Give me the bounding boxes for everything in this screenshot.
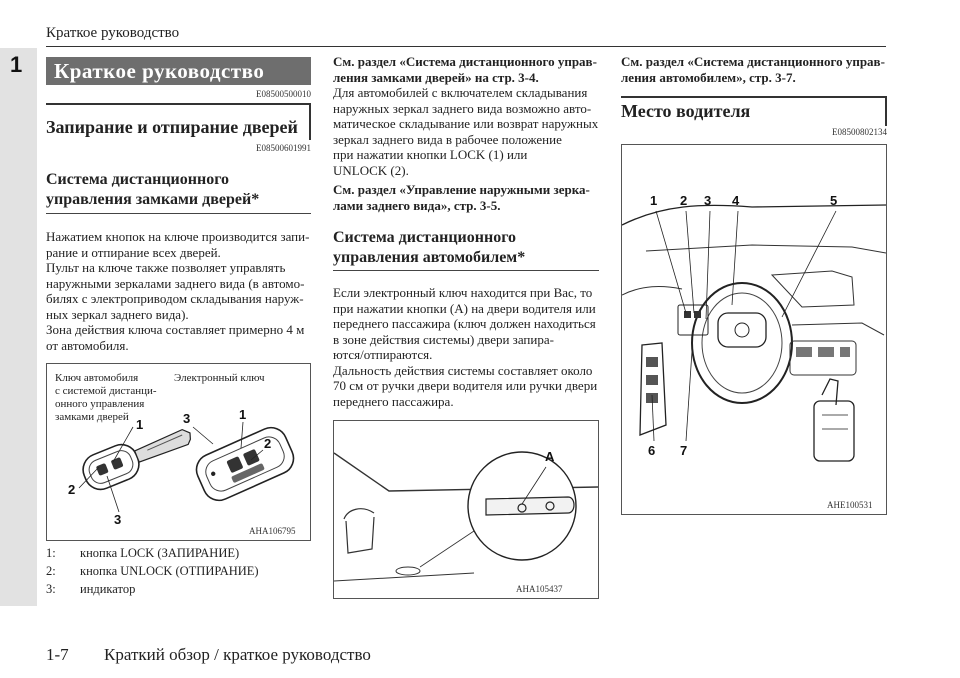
running-header: Краткое руководство <box>46 25 180 41</box>
legend-item: 1: кнопка LOCK (ЗАПИРАНИЕ) <box>46 546 240 560</box>
text-line: от автомобиля. <box>46 337 129 353</box>
subsection-title-line1: Система дистанционного <box>46 171 230 188</box>
door-handle-figure <box>333 420 599 599</box>
legend-item: 2: кнопка UNLOCK (ОТПИРАНИЕ) <box>46 564 259 578</box>
subsection-title-line1: Система дистанционного <box>333 229 517 246</box>
section-rule-top <box>46 103 311 105</box>
keys-illustration <box>47 364 310 540</box>
section-title: Место водителя <box>621 101 751 121</box>
reference-remote-locking: См. раздел «Система дистанционного управ- ления замками дверей» на стр. 3-4. <box>333 54 597 85</box>
section-rule-top <box>621 96 887 98</box>
callout-1: 1 <box>650 193 658 208</box>
subsection-code: E08500601991 <box>256 143 311 153</box>
callout-A: A <box>545 449 555 464</box>
text-line: рание и отпирание всех дверей. <box>46 244 221 260</box>
legend-item: 3: индикатор <box>46 582 136 596</box>
intro-paragraph <box>46 229 316 353</box>
chapter-sidebar <box>0 48 37 606</box>
door-handle-illustration <box>334 421 598 598</box>
callout-3: 3 <box>704 193 712 208</box>
text-line: Зона действия ключа составляет примерно 4 м <box>46 322 305 337</box>
callout-3: 3 <box>183 411 191 426</box>
section-code: E08500500010 <box>256 89 311 99</box>
reference-mirrors: См. раздел «Управление наружными зерка- лами заднего вида», стр. 3-5. <box>333 182 590 213</box>
chapter-number: 1 <box>10 52 23 77</box>
callout-4: 4 <box>732 193 740 208</box>
figure-code: AHE100531 <box>827 500 873 510</box>
callout-2: 2 <box>680 193 688 208</box>
subsection-title-line2: управления замками дверей* <box>46 191 260 208</box>
footer-title: Краткий обзор / краткое руководство <box>104 645 371 664</box>
figure-code: AHA105437 <box>516 584 563 594</box>
callout-1: 1 <box>136 417 144 432</box>
subsection-rule <box>333 270 599 271</box>
keyless-paragraph: Если электронный ключ находится при Вас, то при нажатии кнопки (A) на двери водителя или переднего пассажира (ключ должен находиться в зоне действия системы) двери запира- ются/отпираются. Дальность действия системы составляет около 70 см от ручки двери водителя или ручки двери переднего пассажира. <box>333 285 598 409</box>
dashboard-illustration <box>622 145 886 514</box>
callout-3: 3 <box>114 512 122 527</box>
chapter-banner: Краткое руководство <box>46 57 311 85</box>
callout-2: 2 <box>68 482 76 497</box>
text-line: билях с электроприводом складывания наруж- <box>46 291 304 306</box>
subsection-rule <box>46 213 311 214</box>
callout-2: 2 <box>264 436 272 451</box>
text-line: наружными зеркалами заднего вида (в автомо- <box>46 275 305 291</box>
section-rule-side <box>885 96 887 126</box>
section-rule-side <box>309 103 311 140</box>
callout-7: 7 <box>680 443 688 458</box>
section-title: Запирание и отпирание дверей <box>46 117 298 137</box>
callout-6: 6 <box>648 443 656 458</box>
key-figure <box>46 363 311 541</box>
key-figure-label-right: Электронный ключ <box>174 372 265 384</box>
section-code: E08500802134 <box>832 127 887 137</box>
mirror-paragraph: Для автомобилей с включателем складывания наружных зеркал заднего вида возможно авто- матическое складывание или возврат наружных зеркал заднего вида в рабочее положение при нажатии кнопки LOCK (1) или UNLOCK (2). <box>333 85 599 178</box>
key-legend <box>46 544 259 598</box>
header-rule <box>46 46 886 47</box>
text-line: ных зеркал заднего вида). <box>46 306 189 322</box>
callout-1: 1 <box>239 407 247 422</box>
callout-5: 5 <box>830 193 838 208</box>
key-figure-label-left: Ключ автомобиля с системой дистанци- онного управления замками дверей <box>55 372 157 423</box>
electronic-key-icon <box>191 423 298 506</box>
reference-keyless: См. раздел «Система дистанционного управ- ления автомобилем», стр. 3-7. <box>621 54 885 85</box>
figure-code: AHA106795 <box>249 526 296 536</box>
text-line: Нажатием кнопок на ключе производится запи- <box>46 229 310 244</box>
subsection-title-line2: управления автомобилем* <box>333 249 526 266</box>
driver-seat-figure <box>621 144 887 515</box>
page-number: 1-7 <box>46 645 69 664</box>
text-line: Пульт на ключе также позволяет управлять <box>46 260 286 275</box>
